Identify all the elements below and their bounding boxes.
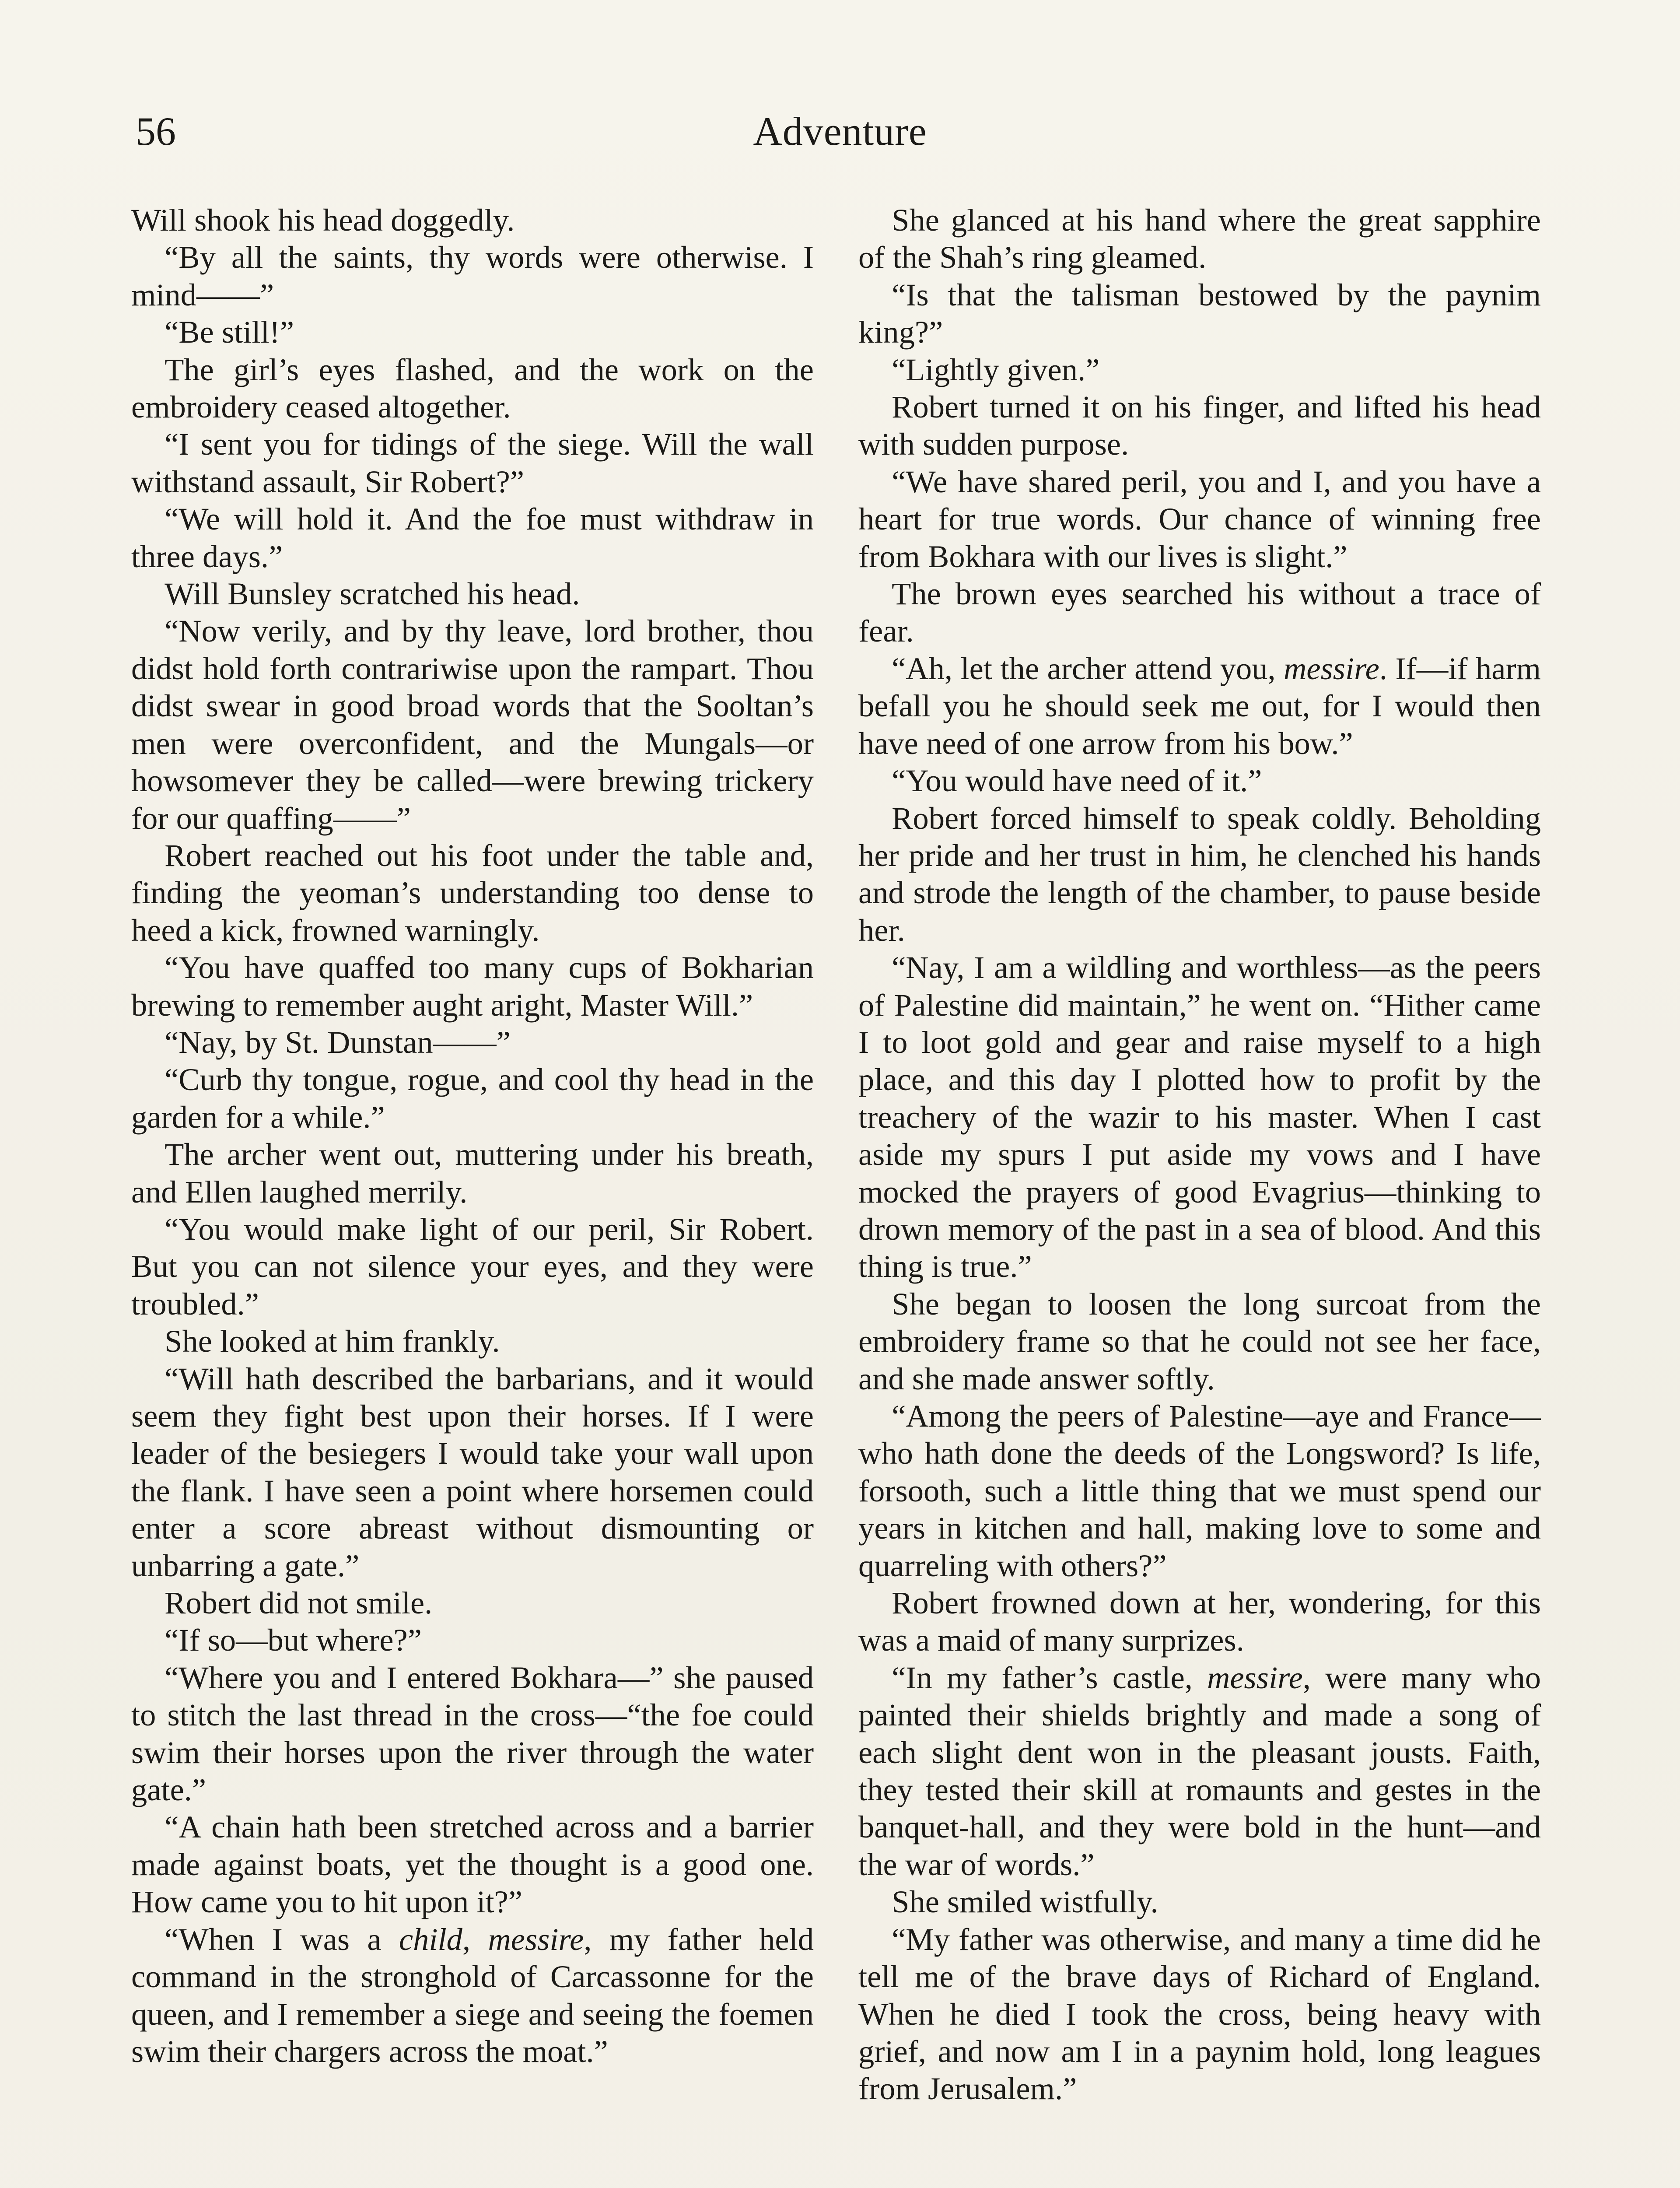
- paragraph: “You have quaffed too many cups of Bokharian brewing to remember aught aright, Master Will.”: [131, 950, 814, 1023]
- paragraph: “Where you and I entered Bokhara—” she paused to stitch the last thread in the cross—“the foe could swim their horses upon the river through the water gate.”: [131, 1659, 814, 1808]
- paragraph: “We will hold it. And the foe must withdraw in three days.”: [131, 501, 814, 574]
- paragraph: She smiled wistfully.: [892, 1884, 1158, 1920]
- paragraph: Will shook his head doggedly.: [131, 202, 515, 238]
- page-number: 56: [136, 109, 176, 154]
- paragraph: “Nay, by St. Dunstan——”: [164, 1024, 511, 1060]
- paragraph: “Lightly given.”: [892, 351, 1100, 387]
- paragraph: “Ah, let the archer attend you, messire. If—if harm befall you he should seek me out, for I would then have need of one arrow from his bow.”: [858, 650, 1541, 761]
- paragraph: “Is that the talisman bestowed by the paynim king?”: [858, 277, 1541, 350]
- paragraph: “In my father’s castle, messire, were many who painted their shields brightly and made a song of each slight dent won in the pleasant jousts. Faith, they tested their skill at romaunts and gestes in the banquet-hall, and they were bold in the hunt—and the war of words.”: [858, 1659, 1541, 1882]
- paragraph: “Among the peers of Palestine—aye and France—who hath done the deeds of the Longsword? Is life, forsooth, such a little thing that we must spend our years in kitchen and hall, making love to some and quarreling with others?”: [858, 1398, 1541, 1583]
- paragraph: Robert did not smile.: [164, 1585, 433, 1621]
- paragraph: “Be still!”: [164, 314, 294, 350]
- paragraph: “Will hath described the barbarians, and it would seem they fight best upon their horses. If I were leader of the besiegers I would take your wall upon the flank. I have seen a point where horsemen could enter a score abreast without dismounting or unbarring a gate.”: [131, 1360, 814, 1583]
- paragraph: She glanced at his hand where the great sapphire of the Shah’s ring gleamed.: [858, 202, 1541, 275]
- paragraph: The girl’s eyes flashed, and the work on the embroidery ceased altogether.: [131, 351, 814, 425]
- paragraph: She looked at him frankly.: [164, 1323, 500, 1359]
- running-title: Adventure: [753, 109, 927, 154]
- paragraph: “Curb thy tongue, rogue, and cool thy head in the garden for a while.”: [131, 1062, 814, 1135]
- paragraph: Robert reached out his foot under the table and, finding the yeoman’s understanding too dense to heed a kick, frowned warningly.: [131, 837, 814, 948]
- paragraph: “We have shared peril, you and I, and you have a heart for true words. Our chance of winning free from Bokhara with our lives is slight.”: [858, 463, 1541, 574]
- paragraph: The archer went out, muttering under his breath, and Ellen laughed merrily.: [131, 1136, 814, 1210]
- paragraph: “My father was otherwise, and many a time did he tell me of the brave days of Richard of England. When he died I took the cross, being heavy with grief, and now am I in a paynim hold, long leagues from Jerusalem.”: [858, 1921, 1541, 2107]
- paragraph: “Nay, I am a wildling and worthless—as the peers of Palestine did maintain,” he went on. “Hither came I to loot gold and gear and raise myself to a high place, and this day I plotted how to profit by the treachery of the wazir to his master. When I cast aside my spurs I put aside my vows and I have mocked the prayers of good Evagrius—thinking to drown memory of the past in a sea of blood. And this thing is true.”: [858, 950, 1541, 1284]
- left-text-column: [131, 201, 814, 2188]
- paragraph: “You would make light of our peril, Sir Robert. But you can not silence your eyes, and they were troubled.”: [131, 1211, 814, 1322]
- paragraph: “You would have need of it.”: [892, 763, 1262, 799]
- right-text-column: [858, 201, 1541, 2188]
- paragraph: Robert turned it on his finger, and lifted his head with sudden purpose.: [858, 389, 1541, 462]
- paragraph: Robert forced himself to speak coldly. Beholding her pride and her trust in him, he clenched his hands and strode the length of the chamber, to pause beside her.: [858, 800, 1541, 948]
- paragraph: “When I was a child, messire, my father held command in the stronghold of Carcassonne for the queen, and I remember a siege and seeing the foemen swim their chargers across the moat.”: [131, 1921, 814, 2069]
- paragraph: “I sent you for tidings of the siege. Will the wall withstand assault, Sir Robert?”: [131, 426, 814, 499]
- paragraph: She began to loosen the long surcoat from the embroidery frame so that he could not see her face, and she made answer softly.: [858, 1286, 1541, 1396]
- paragraph: “Now verily, and by thy leave, lord brother, thou didst hold forth contrariwise upon the rampart. Thou didst swear in good broad words that the Sooltan’s men were overconfident, and the Mungals—or howsomever they be called—were brewing trickery for our quaffing——”: [131, 613, 814, 836]
- paragraph: Robert frowned down at her, wondering, for this was a maid of many surprizes.: [858, 1585, 1541, 1658]
- paragraph: “A chain hath been stretched across and a barrier made against boats, yet the thought is a good one. How came you to hit upon it?”: [131, 1809, 814, 1920]
- paragraph: The brown eyes searched his without a trace of fear.: [858, 576, 1541, 649]
- paragraph: Will Bunsley scratched his head.: [164, 576, 580, 612]
- page-header: [136, 105, 1544, 158]
- paragraph: “If so—but where?”: [164, 1622, 422, 1658]
- paragraph: “By all the saints, thy words were otherwise. I mind——”: [131, 239, 814, 312]
